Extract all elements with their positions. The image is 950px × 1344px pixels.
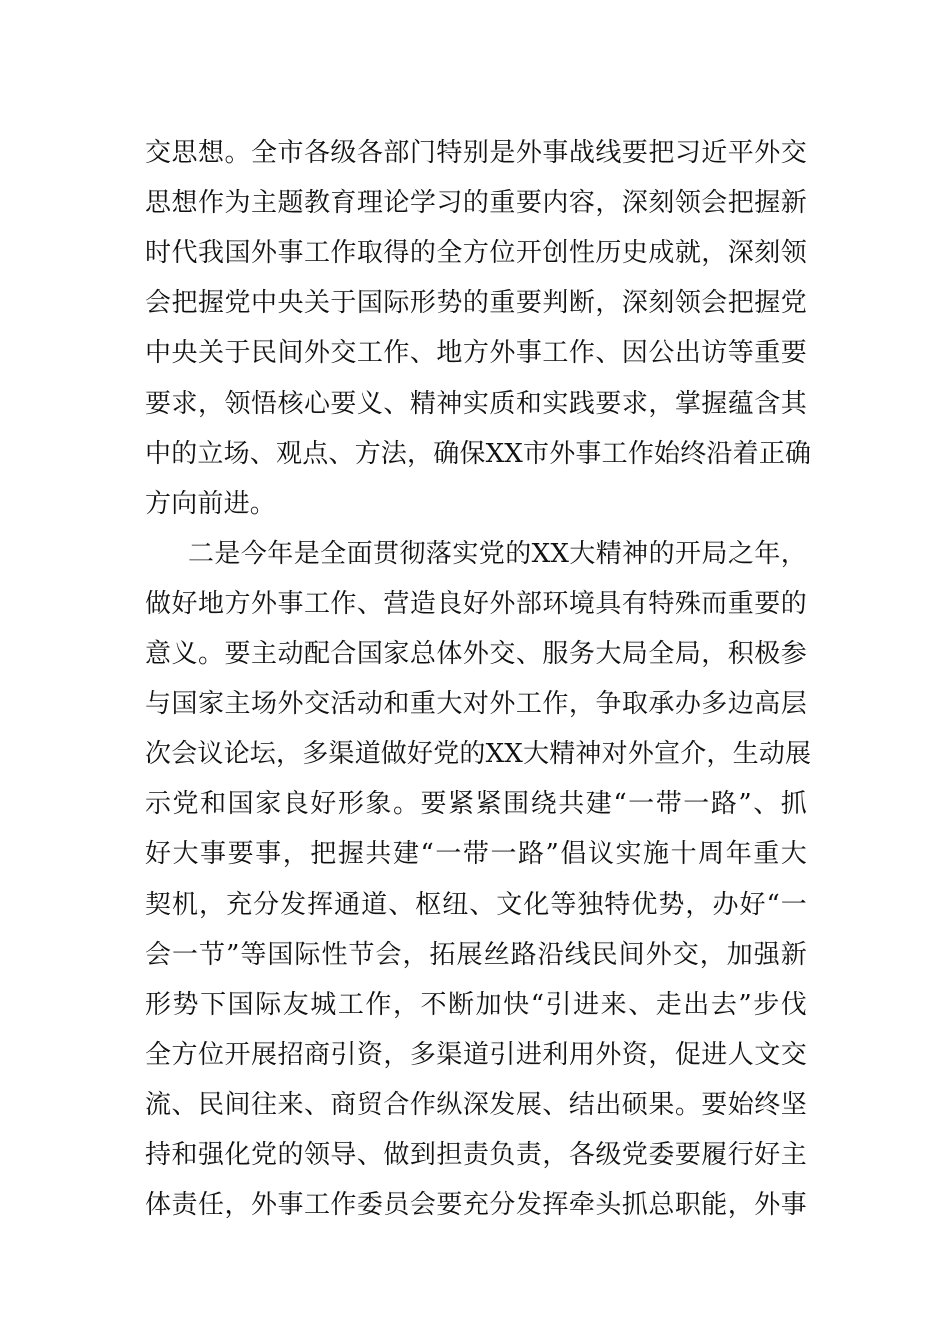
text-line: 会把握党中央关于国际形势的重要判断，深刻领会把握党 [145,288,807,318]
text-line: 持和强化党的领导、做到担责负责，各级党委要履行好主 [145,1140,807,1170]
text-line: 二是今年是全面贯彻落实党的XX大精神的开局之年， [188,539,807,569]
text-line: 全方位开展招商引资，多渠道引进利用外资，促进人文交 [145,1040,807,1070]
text-line: 次会议论坛，多渠道做好党的XX大精神对外宣介，生动展 [145,739,812,769]
text-line: 契机，充分发挥通道、枢纽、文化等独特优势，办好“一 [145,890,807,920]
text-line: 流、民间往来、商贸合作纵深发展、结出硕果。要始终坚 [145,1090,807,1120]
text-line: 意义。要主动配合国家总体外交、服务大局全局，积极参 [145,639,807,669]
text-line: 思想作为主题教育理论学习的重要内容，深刻领会把握新 [145,188,807,218]
text-line: 中的立场、观点、方法，确保XX市外事工作始终沿着正确 [145,439,812,469]
text-line: 体责任，外事工作委员会要充分发挥牵头抓总职能，外事 [145,1190,807,1220]
text-line: 方向前进。 [145,489,277,519]
text-line: 要求，领悟核心要义、精神实质和实践要求，掌握蕴含其 [145,389,807,419]
text-line: 会一节”等国际性节会，拓展丝路沿线民间外交，加强新 [145,940,807,970]
text-line: 示党和国家良好形象。要紧紧围绕共建“一带一路”、抓 [145,789,807,819]
text-line: 与国家主场外交活动和重大对外工作，争取承办多边高层 [145,689,807,719]
text-line: 时代我国外事工作取得的全方位开创性历史成就，深刻领 [145,238,807,268]
text-line: 做好地方外事工作、营造良好外部环境具有特殊而重要的 [145,589,807,619]
text-line: 好大事要事，把握共建“一带一路”倡议实施十周年重大 [145,839,807,869]
text-line: 中央关于民间外交工作、地方外事工作、因公出访等重要 [145,338,807,368]
text-line: 形势下国际友城工作，不断加快“引进来、走出去”步伐 [145,990,807,1020]
text-line: 交思想。全市各级各部门特别是外事战线要把习近平外交 [145,138,807,168]
